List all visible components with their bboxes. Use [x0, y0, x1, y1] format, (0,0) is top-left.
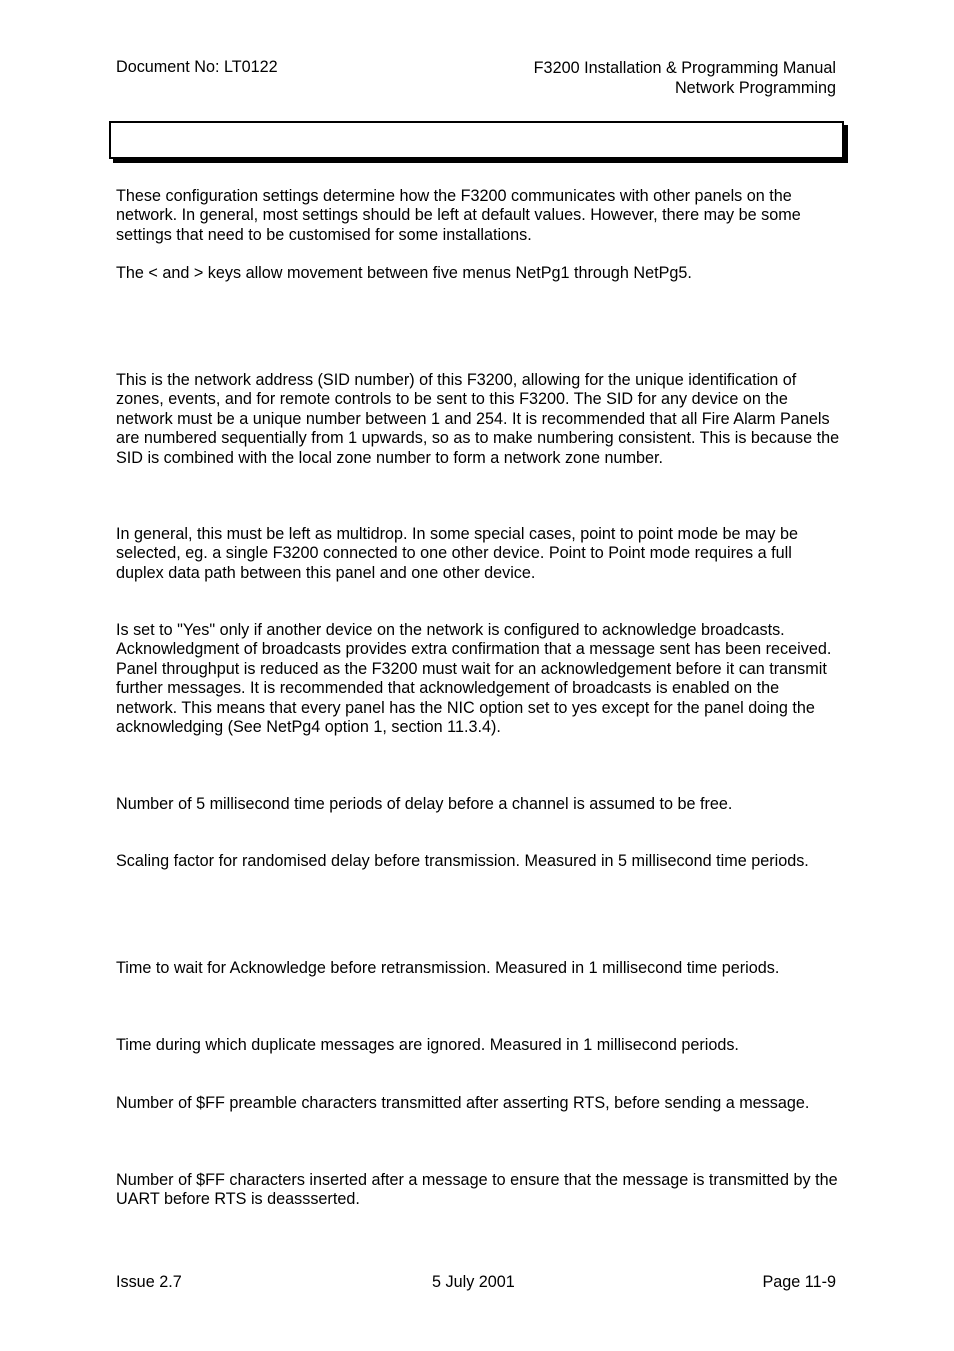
section-title: Network Programming [674, 79, 836, 97]
issue-number: Issue 2.7 [116, 1273, 182, 1291]
issue-date: 5 July 2001 [432, 1273, 515, 1291]
manual-title: F3200 Installation & Programming Manual [533, 59, 836, 77]
document-number: Document No: LT0122 [116, 58, 278, 76]
preamble-paragraph: Number of $FF preamble characters transmitted after asserting RTS, before sending a message. [116, 1094, 810, 1112]
duplicate-ignore-paragraph: Time during which duplicate messages are ignored. Measured in 1 millisecond periods. [116, 1036, 739, 1054]
header-titles [534, 58, 836, 98]
random-delay-paragraph: Scaling factor for randomised delay before transmission. Measured in 5 millisecond time periods. [116, 852, 809, 870]
channel-delay-paragraph: Number of 5 millisecond time periods of delay before a channel is assumed to be free. [116, 795, 733, 813]
intro-paragraph: These configuration settings determine how the F3200 communicates with other panels on the network. In general, most settings should be left at default values. However, there may be some settings that need to be customised for some installations. [116, 187, 801, 244]
multidrop-paragraph: In general, this must be left as multidrop. In some special cases, point to point mode be may be selected, eg. a single F3200 connected to one other device. Point to Point mode requires a full duplex data path between this panel and one other device. [116, 525, 799, 582]
section-heading-box [109, 121, 844, 159]
menu-navigation-paragraph: The < and > keys allow movement between five menus NetPg1 through NetPg5. [116, 264, 692, 282]
broadcast-ack-paragraph: Is set to "Yes" only if another device on the network is configured to acknowledge broadcasts. Acknowledgment of broadcasts provides extra confirmation that a message sent has been received. Panel throughput is reduced as the F3200 must wait for an acknowledgement before it can transmit further messages. It is recommended that acknowledgement of broadcasts is enabled on the network. This means that every panel has the NIC option set to yes except for the panel doing the acknowledging (See NetPg4 option 1, section 11.3.4). [116, 621, 832, 737]
sid-paragraph: This is the network address (SID number) of this F3200, allowing for the unique identification of zones, events, and for remote controls to be sent to this F3200. The SID for any device on the network must be a unique number between 1 and 254. It is recommended that all Fire Alarm Panels are numbered sequentially from 1 upwards, so as to make numbering consistent. This is because the SID is combined with the local zone number to form a network zone number. [116, 371, 840, 467]
page-number: Page 11-9 [762, 1273, 836, 1291]
ack-wait-paragraph: Time to wait for Acknowledge before retransmission. Measured in 1 millisecond time periods. [116, 959, 780, 977]
postamble-paragraph: Number of $FF characters inserted after a message to ensure that the message is transmitted by the UART before RTS is deassserted. [116, 1171, 838, 1209]
